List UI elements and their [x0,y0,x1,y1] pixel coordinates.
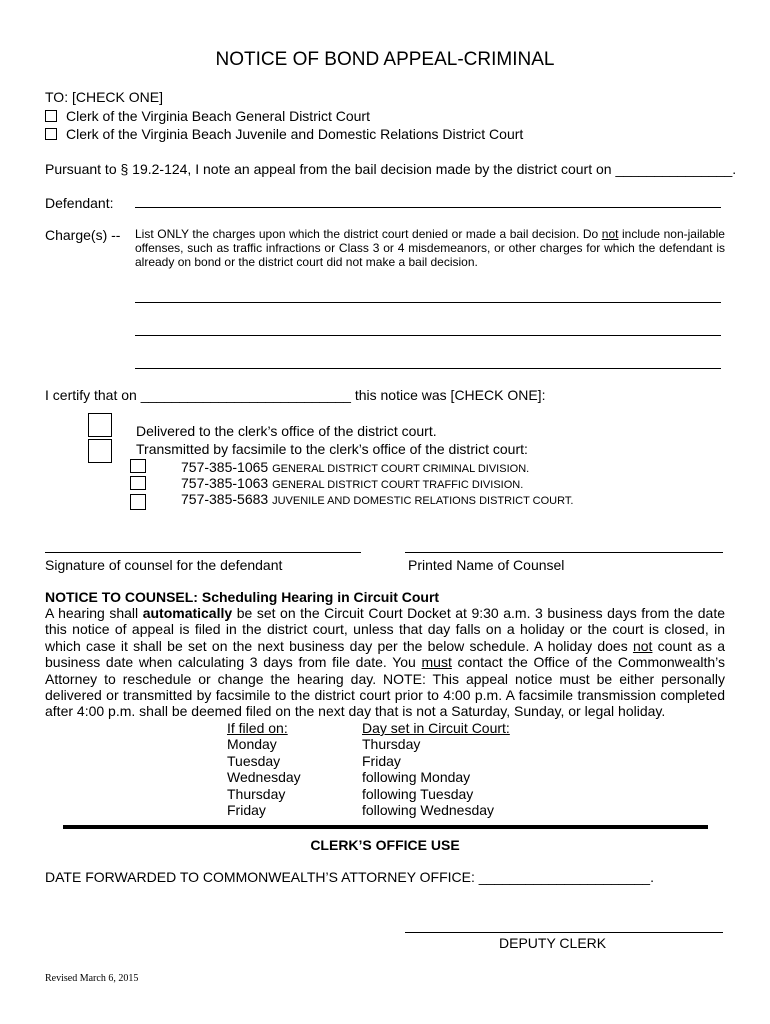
deputy-clerk-signature-field[interactable] [405,932,723,933]
pursuant-end: . [732,161,737,177]
clerk-date-label: DATE FORWARDED TO COMMONWEALTH’S ATTORNEY OFFICE: [45,869,475,885]
schedule-filed: Monday [227,736,277,753]
printed-name-label: Printed Name of Counsel [408,557,565,573]
to-heading: TO: [CHECK ONE] [45,89,163,105]
schedule-col2-header: Day set in Circuit Court: [362,720,510,736]
transmitted-checkbox[interactable] [88,439,112,463]
schedule-col1-header: If filed on: [227,720,288,736]
revised-date: Revised March 6, 2015 [45,973,139,984]
transmitted-label: Transmitted by facsimile to the clerk’s office of the district court: [136,441,528,457]
schedule-set: following Wednesday [362,802,495,819]
pursuant-statement [45,161,736,177]
notice-text-a: A hearing shall [45,605,139,621]
page-title: NOTICE OF BOND APPEAL-CRIMINAL [215,49,555,70]
schedule-set: following Monday [362,769,471,786]
bail-decision-date-field[interactable]: _______________ [615,161,733,177]
schedule-row [227,786,547,802]
defendant-label: Defendant: [45,195,114,211]
clerk-heading: CLERK’S OFFICE USE [310,837,460,853]
charges-instr-part1: List ONLY the charges upon which the district court denied or made a bail decision. Do [135,227,599,241]
fax-number: 757-385-1063 [181,475,269,491]
certify-suffix: this notice was [CHECK ONE]: [354,387,546,403]
notice-text-d: contact the Office of the Commonwealth’s Attorney to reschedule or change the hearing day. NOTE: This appeal notice must be either personally delivered or transmitted by facsimile to the district court prior to 4:00 p.m. A facsimile transmission completed after 4:00 p.m. shall be deemed filed on the next day that is not a Saturday, Sunday, or legal holiday. [45,654,726,720]
schedule-row [227,802,547,818]
notice-text-c: count as a business date when calculating 3 days from file date. You [45,637,725,671]
schedule-set: following Tuesday [362,785,474,802]
schedule-row [227,753,547,769]
signature-field[interactable] [45,552,361,553]
notice-text-b: be set on the Circuit Court Docket at 9:30 a.m. 3 business days from the date this notice of appeal is filed in the district court, unless that day falls on a holiday or the court is closed, in which case it shall be set on the next business day per the below schedule. A holiday does [45,605,726,654]
fax-jdr-checkbox[interactable] [130,494,146,510]
notice-must: must [421,654,452,671]
certify-date-field[interactable]: ___________________________ [140,387,351,403]
to-option-jdr-checkbox[interactable] [45,128,57,140]
notice-paragraph [45,605,725,720]
schedule-set: Friday [362,752,401,769]
schedule-header [227,720,547,736]
delivered-checkbox[interactable] [88,413,112,437]
fax-number: 757-385-1065 [181,459,269,475]
notice-heading: NOTICE TO COUNSEL: Scheduling Hearing in Circuit Court [45,589,440,605]
schedule-filed: Tuesday [227,752,281,769]
fax-number: 757-385-5683 [181,491,269,507]
notice-not: not [632,637,653,654]
schedule-row [227,769,547,785]
fax-criminal-checkbox[interactable] [130,459,146,473]
charges-instr-part2: include non-jailable offenses, such as traffic infractions or Class 3 or 4 misdemeanors, or other charges for which the defendant is already on bond or the district court did not make a bail decision. [135,227,725,269]
certify-statement [45,387,545,403]
to-option-general-label: Clerk of the Virginia Beach General District Court [66,108,370,124]
fax-line-jdr [181,491,573,509]
charges-instructions [135,227,725,269]
schedule-filed: Thursday [227,785,286,802]
charge-line-1[interactable] [135,302,721,303]
fax-description: GENERAL DISTRICT COURT CRIMINAL DIVISION. [272,463,530,475]
schedule-set: Thursday [362,736,421,753]
signature-label: Signature of counsel for the defendant [45,557,283,573]
clerk-divider [63,825,708,829]
defendant-field[interactable] [135,207,721,208]
schedule-table [227,720,547,818]
deputy-clerk-label: DEPUTY CLERK [499,935,607,951]
certify-prefix: I certify that on [45,387,137,403]
fax-description: GENERAL DISTRICT COURT TRAFFIC DIVISION. [272,479,524,491]
schedule-row [227,736,547,752]
charges-label: Charge(s) -- [45,227,121,243]
clerk-date-row [45,869,654,885]
pursuant-text: Pursuant to § 19.2-124, I note an appeal from the bail decision made by the district court on [45,161,612,177]
charge-line-3[interactable] [135,368,721,369]
charge-line-2[interactable] [135,335,721,336]
clerk-date-field[interactable]: ______________________. [478,869,654,885]
fax-traffic-checkbox[interactable] [130,476,146,490]
to-option-general-checkbox[interactable] [45,110,57,122]
schedule-filed: Friday [227,802,266,819]
schedule-filed: Wednesday [227,769,301,786]
charges-instr-not: not [601,227,619,241]
delivered-label: Delivered to the clerk’s office of the district court. [136,423,437,439]
printed-name-field[interactable] [405,552,723,553]
fax-description: JUVENILE AND DOMESTIC RELATIONS DISTRICT COURT. [272,495,574,507]
to-option-jdr-label: Clerk of the Virginia Beach Juvenile and Domestic Relations District Court [66,126,524,142]
notice-automatically: automatically [142,605,233,621]
